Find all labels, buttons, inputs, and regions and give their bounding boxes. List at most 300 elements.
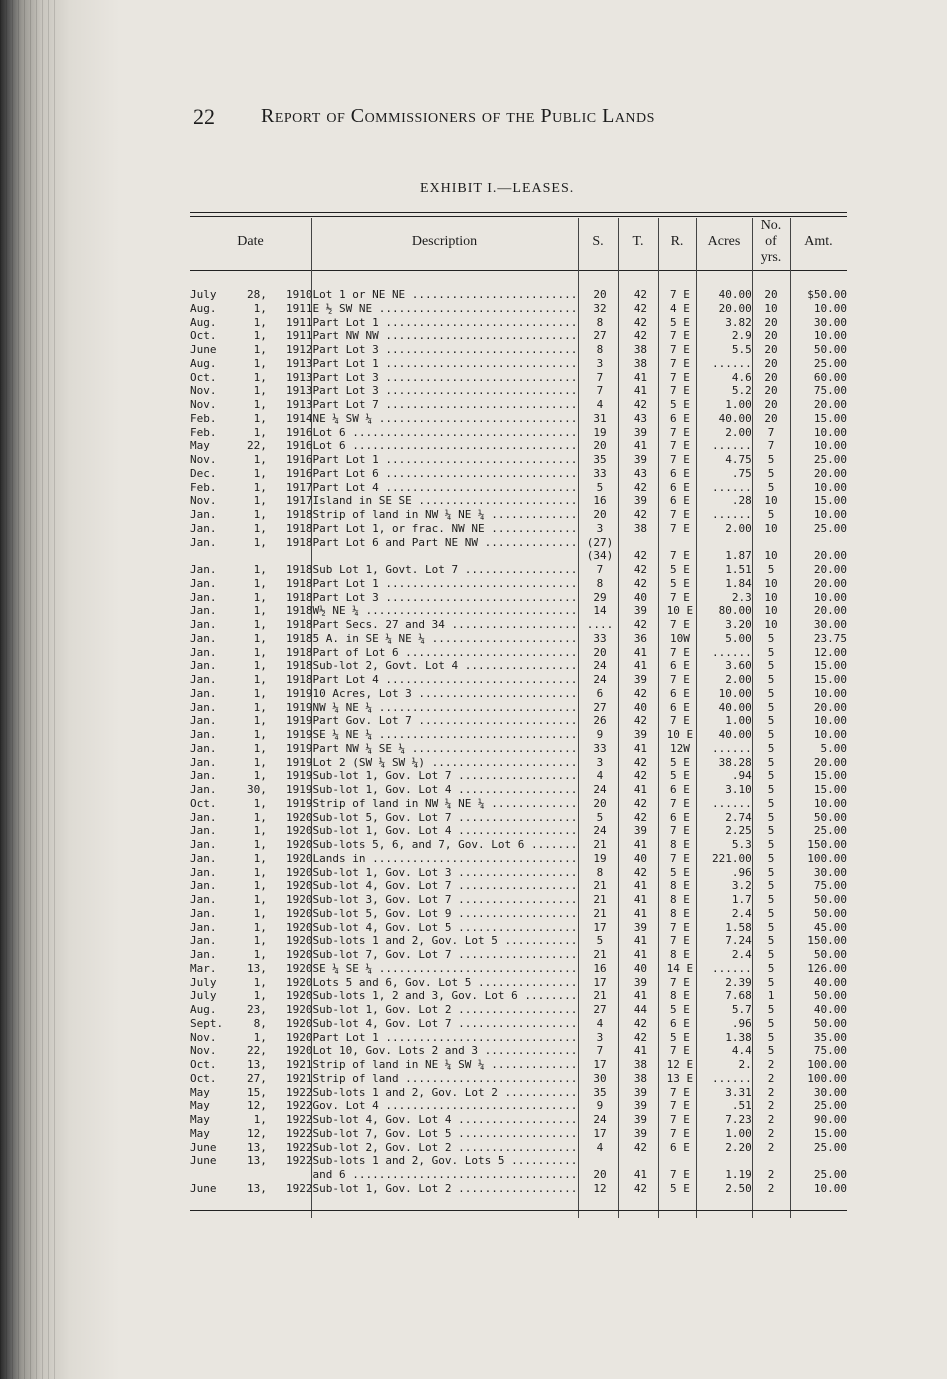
- cell-desc-text: Strip of land .....: [312, 1072, 579, 1086]
- cell-acres: 1.87: [725, 549, 752, 563]
- cell-t: 42: [633, 329, 648, 343]
- cell-amt: 10.00: [813, 686, 847, 700]
- cell-year: 1920: [285, 1030, 313, 1044]
- cell-year: 1920: [285, 838, 313, 851]
- cell-r: 7 E: [669, 508, 690, 521]
- cell-desc: [312, 962, 579, 976]
- cell-desc-text: Sub-lot 2, Govt. Lot 4 .....: [312, 659, 579, 673]
- cell-s: 4: [596, 1140, 604, 1154]
- cell-day: 1,: [253, 838, 267, 851]
- cell-t: 39: [633, 1085, 648, 1099]
- cell-day: 1,: [253, 494, 267, 508]
- table-row: [190, 1058, 847, 1072]
- cell-t: 40: [633, 961, 648, 975]
- table-row: [190, 398, 847, 412]
- cell-month: [190, 549, 230, 563]
- cell-year: 1913: [285, 370, 313, 384]
- cell-amt: 15.00: [813, 411, 847, 425]
- cell-yrs: 20: [764, 329, 778, 343]
- table-row: [190, 1072, 847, 1086]
- cell-amt: 75.00: [813, 384, 847, 398]
- cell-year: 1920: [285, 934, 313, 948]
- cell-yrs: 5: [767, 728, 775, 741]
- table-row: [190, 714, 847, 728]
- cell-year: 1918: [285, 618, 313, 631]
- cell-year: 1919: [285, 700, 313, 714]
- cell-amt: 20.00: [813, 549, 847, 563]
- cell-year: 1912: [285, 343, 313, 356]
- cell-yrs: 5: [767, 466, 775, 480]
- table-row: [190, 769, 847, 783]
- cell-amt: 10.00: [813, 329, 847, 343]
- cell-t: 42: [633, 563, 648, 576]
- cell-day: 1,: [253, 618, 267, 631]
- cell-month: Jan.: [190, 920, 217, 934]
- cell-desc: [312, 1127, 579, 1141]
- cell-amt: 126.00: [807, 961, 847, 975]
- cell-day: 1,: [253, 563, 267, 576]
- cell-yrs: 5: [767, 838, 775, 851]
- cell-yrs: 10: [764, 494, 778, 508]
- cell-s: 4: [596, 398, 604, 411]
- cell-r: 8 E: [669, 989, 690, 1003]
- cell-desc-text: Sub-lot 7, Gov. Lot 5 .....: [312, 1127, 579, 1141]
- cell-year: 1919: [285, 728, 313, 741]
- cell-acres: ......: [712, 439, 752, 453]
- table-row: [190, 1099, 847, 1113]
- cell-amt: 10.00: [813, 508, 847, 521]
- cell-desc: [312, 439, 579, 453]
- cell-amt: 20.00: [813, 563, 847, 576]
- cell-desc-text: Part Lot 4 .....: [312, 673, 579, 687]
- cell-year: 1919: [285, 783, 313, 796]
- cell-s: 20: [593, 796, 607, 810]
- cell-day: 13,: [247, 1058, 267, 1071]
- cell-s: 21: [593, 906, 607, 920]
- book-binding-texture: [0, 0, 60, 1379]
- cell-year: 1918: [285, 508, 313, 521]
- cell-yrs: 20: [764, 398, 778, 411]
- cell-desc: [312, 989, 579, 1003]
- cell-month: Feb.: [190, 425, 217, 439]
- cell-yrs: 5: [767, 783, 775, 796]
- cell-month: [190, 1168, 230, 1182]
- cell-s: 27: [593, 1003, 607, 1016]
- cell-amt: 25.00: [813, 1168, 847, 1181]
- cell-year: 1918: [285, 576, 313, 590]
- cell-amt: 20.00: [813, 755, 847, 769]
- cell-year: 1916: [285, 466, 313, 480]
- cell-t: 41: [633, 948, 648, 961]
- table-row: [190, 701, 847, 715]
- cell-month: Jan.: [190, 604, 217, 618]
- cell-month: Jan.: [190, 673, 217, 686]
- cell-s: 19: [593, 851, 607, 865]
- table-row: [190, 659, 847, 673]
- table-row: [190, 646, 847, 660]
- cell-yrs: 5: [767, 851, 775, 865]
- cell-desc-text: Sub-lot 1, Gov. Lot 4 .....: [312, 824, 579, 838]
- cell-day: 23,: [247, 1003, 267, 1016]
- cell-s: 17: [593, 1058, 607, 1071]
- cell-r: 7 E: [669, 1113, 690, 1126]
- cell-day: 1,: [253, 343, 267, 356]
- cell-month: Jan.: [190, 686, 217, 700]
- cell-yrs: 5: [767, 906, 775, 920]
- cell-r: 6 E: [669, 1016, 690, 1030]
- cell-year: 1920: [285, 920, 313, 934]
- cell-month: Aug.: [190, 1003, 217, 1016]
- cell-year: 1918: [285, 631, 313, 645]
- cell-r: 7 E: [669, 618, 690, 631]
- cell-day: 1,: [253, 700, 267, 714]
- cell-r: 7 E: [669, 934, 690, 948]
- cell-acres: 40.00: [718, 288, 752, 301]
- cell-year: 1913: [285, 398, 313, 411]
- header-description: Description: [411, 234, 478, 249]
- cell-acres: .96: [731, 1016, 752, 1030]
- cell-day: 1,: [253, 370, 267, 384]
- cell-day: 1,: [253, 769, 267, 783]
- table-row: [190, 728, 847, 742]
- cell-desc-text: Lot 1 or NE NE .....: [312, 288, 579, 302]
- cell-amt: 40.00: [813, 975, 847, 989]
- cell-r: 6 E: [669, 411, 690, 425]
- cell-day: 1,: [253, 604, 267, 618]
- header-date: Date: [237, 234, 264, 249]
- cell-r: 5 E: [669, 1003, 690, 1016]
- cell-acres: ......: [712, 796, 752, 810]
- cell-r: 5 E: [669, 315, 690, 329]
- table-row: [190, 343, 847, 357]
- cell-t: 42: [633, 480, 648, 494]
- cell-desc-text: NW ¼ NE ¼ .....: [312, 701, 579, 715]
- cell-desc-text: Part Lot 4 .....: [312, 481, 579, 495]
- cell-s: 20: [593, 645, 607, 659]
- cell-amt: 100.00: [807, 1058, 847, 1071]
- cell-desc: [312, 907, 579, 921]
- cell-year: 1913: [285, 384, 313, 398]
- cell-year: 1920: [285, 975, 313, 989]
- cell-acres: 1.38: [725, 1030, 752, 1044]
- cell-r: 7 E: [669, 851, 690, 865]
- cell-acres: [699, 1154, 752, 1168]
- cell-desc: [312, 1182, 579, 1196]
- cell-desc-text: 10 Acres, Lot 3 .....: [312, 687, 579, 701]
- cell-acres: 7.24: [725, 934, 752, 948]
- cell-s: 24: [593, 783, 607, 796]
- table-row: [190, 1168, 847, 1182]
- cell-acres: .75: [731, 466, 752, 480]
- cell-amt: 50.00: [813, 989, 847, 1003]
- cell-year: 1919: [285, 714, 313, 728]
- cell-r: 7 E: [669, 714, 690, 728]
- cell-desc-text: Lots 5 and 6, Gov. Lot 5 .....: [312, 976, 579, 990]
- cell-s: 21: [593, 948, 607, 961]
- cell-t: 41: [633, 989, 648, 1003]
- table-row: [190, 1113, 847, 1127]
- table-header: [190, 218, 847, 268]
- cell-desc: [312, 481, 579, 495]
- cell-t: 41: [633, 1168, 648, 1181]
- cell-yrs: 5: [767, 741, 775, 755]
- cell-month: Jan.: [190, 810, 217, 824]
- cell-desc: [312, 1044, 579, 1058]
- cell-month: Jan.: [190, 838, 217, 851]
- cell-r: 7 E: [669, 356, 690, 370]
- cell-desc-text: Part Lot 3 .....: [312, 343, 579, 357]
- cell-year: 1916: [285, 425, 313, 439]
- cell-acres: 3.2: [731, 879, 752, 893]
- cell-month: June: [190, 1154, 217, 1168]
- cell-r: 5 E: [669, 563, 690, 576]
- cell-t: 42: [633, 288, 648, 301]
- cell-desc-text: Sub-lot 1, Gov. Lot 4 .....: [312, 783, 579, 797]
- cell-desc: [312, 1072, 579, 1086]
- cell-r: 5 E: [669, 755, 690, 769]
- cell-yrs: 20: [764, 356, 778, 370]
- cell-acres: 2.00: [725, 673, 752, 686]
- cell-amt: 60.00: [813, 370, 847, 384]
- cell-yrs: 5: [767, 755, 775, 769]
- cell-desc: [312, 329, 579, 343]
- cell-r: 7 E: [669, 288, 690, 301]
- table-row: [190, 453, 847, 467]
- cell-yrs: 5: [767, 1030, 775, 1044]
- cell-acres: 2.4: [731, 906, 752, 920]
- cell-s: 3: [596, 1030, 604, 1044]
- cell-year: 1914: [285, 411, 313, 425]
- cell-amt: 50.00: [813, 810, 847, 824]
- cell-amt: 10.00: [813, 590, 847, 604]
- cell-amt: $50.00: [807, 288, 847, 301]
- cell-desc-text: Strip of land in NW ¼ NE ¼ .....: [312, 797, 579, 811]
- cell-amt: 30.00: [813, 618, 847, 631]
- cell-amt: 15.00: [813, 673, 847, 686]
- cell-amt: 15.00: [813, 1126, 847, 1140]
- cell-desc-text: Part NW NW .....: [312, 329, 579, 343]
- cell-s: 33: [593, 741, 607, 755]
- cell-yrs: 10: [764, 549, 778, 563]
- cell-r: 8 E: [669, 879, 690, 893]
- cell-day: 1,: [253, 824, 267, 838]
- cell-desc: [312, 1031, 579, 1045]
- cell-yrs: 5: [767, 453, 775, 466]
- cell-desc: [312, 879, 579, 893]
- cell-t: 38: [633, 356, 648, 370]
- cell-amt: 15.00: [813, 769, 847, 783]
- cell-t: 38: [633, 1071, 648, 1085]
- cell-s: 8: [596, 343, 604, 356]
- cell-amt: 25.00: [813, 1140, 847, 1154]
- cell-desc-text: Sub-lot 4, Gov. Lot 7 .....: [312, 879, 579, 893]
- cell-yrs: 10: [764, 576, 778, 590]
- cell-day: 1,: [253, 521, 267, 535]
- cell-year: 1920: [285, 1016, 313, 1030]
- cell-amt: 50.00: [813, 893, 847, 906]
- cell-year: [267, 549, 313, 563]
- cell-acres: 3.20: [725, 618, 752, 631]
- cell-t: 38: [633, 343, 648, 356]
- cell-day: 1,: [253, 741, 267, 755]
- cell-r: 7 E: [669, 920, 690, 934]
- cell-s: 20: [593, 1168, 607, 1181]
- table-row: [190, 989, 847, 1003]
- cell-desc: [312, 687, 579, 701]
- cell-acres: 5.2: [731, 384, 752, 398]
- cell-yrs: 10: [764, 590, 778, 604]
- cell-year: 1921: [285, 1058, 313, 1071]
- cell-s: 21: [593, 989, 607, 1003]
- cell-r: 7 E: [669, 370, 690, 384]
- cell-month: Jan.: [190, 879, 217, 893]
- cell-month: Oct.: [190, 370, 217, 384]
- cell-t: 41: [633, 645, 648, 659]
- cell-t: 42: [633, 1030, 648, 1044]
- cell-r: 7 E: [669, 673, 690, 686]
- cell-desc-text: Sub-lot 1, Gov. Lot 2 .....: [312, 1182, 579, 1196]
- table-row: [190, 1003, 847, 1017]
- cell-r: 4 E: [669, 301, 690, 315]
- cell-yrs: [752, 536, 790, 550]
- cell-yrs: 5: [767, 920, 775, 934]
- cell-acres: 1.19: [725, 1168, 752, 1181]
- cell-acres: 2.74: [725, 810, 752, 824]
- cell-desc-text: Island in SE SE .....: [312, 494, 579, 508]
- cell-month: Dec.: [190, 466, 217, 480]
- cell-r: 5 E: [669, 576, 690, 590]
- table-row: [190, 618, 847, 632]
- table-row: [190, 549, 847, 563]
- cell-day: 8,: [253, 1016, 267, 1030]
- table-row: [190, 577, 847, 591]
- cell-t: 41: [633, 783, 648, 796]
- cell-year: 1922: [285, 1099, 313, 1113]
- table-row: [190, 976, 847, 990]
- cell-month: Feb.: [190, 480, 217, 494]
- cell-t: 41: [633, 439, 648, 453]
- cell-yrs: 2: [767, 1099, 775, 1113]
- cell-amt: 15.00: [813, 659, 847, 673]
- cell-t: 42: [633, 865, 648, 879]
- cell-desc: [312, 563, 579, 577]
- cell-desc: [312, 316, 579, 330]
- cell-year: 1918: [285, 604, 313, 618]
- cell-desc: [312, 824, 579, 838]
- cell-desc: [312, 467, 579, 481]
- cell-amt: 10.00: [813, 480, 847, 494]
- cell-day: 1,: [253, 315, 267, 329]
- table-row: [190, 384, 847, 398]
- cell-desc: [312, 384, 579, 398]
- cell-r: 6 E: [669, 480, 690, 494]
- cell-s: [580, 1154, 620, 1168]
- cell-r: 6 E: [669, 783, 690, 796]
- cell-desc-text: Sub-lots 1 and 2, Gov. Lot 5 .....: [312, 934, 579, 948]
- cell-month: Jan.: [190, 948, 217, 961]
- cell-t: [620, 1154, 660, 1168]
- table-row: [190, 494, 847, 508]
- cell-amt: 100.00: [807, 851, 847, 865]
- cell-year: 1920: [285, 1003, 313, 1016]
- cell-desc-text: 5 A. in SE ¼ NE ¼ .....: [312, 632, 579, 646]
- table-row: [190, 536, 847, 550]
- cell-yrs: [752, 1154, 790, 1168]
- cell-month: Jan.: [190, 783, 217, 796]
- header-amt: Amt.: [804, 234, 833, 249]
- cell-t: 42: [633, 301, 648, 315]
- cell-year: 1922: [285, 1154, 313, 1168]
- cell-amt: 23.75: [813, 631, 847, 645]
- cell-r: 7 E: [669, 439, 690, 453]
- cell-t: 43: [633, 411, 648, 425]
- table-row: [190, 508, 847, 522]
- cell-yrs: 5: [767, 508, 775, 521]
- cell-r: 5 E: [669, 1030, 690, 1044]
- cell-desc: [312, 866, 579, 880]
- cell-acres: 1.51: [725, 563, 752, 576]
- cell-acres: 40.00: [718, 728, 752, 741]
- cell-acres: 2.4: [731, 948, 752, 961]
- cell-day: 1,: [253, 948, 267, 961]
- cell-yrs: 5: [767, 480, 775, 494]
- cell-s: 5: [596, 934, 604, 948]
- cell-yrs: 20: [764, 343, 778, 356]
- cell-desc: [312, 893, 579, 907]
- cell-month: Jan.: [190, 755, 217, 769]
- cell-day: 13,: [247, 1140, 267, 1154]
- cell-desc-text: Part Lot 1 .....: [312, 357, 579, 371]
- table-row: [190, 357, 847, 371]
- cell-acres: 2.: [738, 1058, 752, 1071]
- cell-amt: [790, 536, 847, 550]
- cell-amt: 10.00: [813, 301, 847, 315]
- table-row: [190, 742, 847, 756]
- cell-year: 1922: [285, 1126, 313, 1140]
- cell-day: 1,: [253, 453, 267, 466]
- table-row: [190, 1031, 847, 1045]
- table-row: [190, 467, 847, 481]
- cell-year: 1918: [285, 590, 313, 604]
- table-row: [190, 1086, 847, 1100]
- cell-desc-text: Sub-lot 4, Gov. Lot 7 .....: [312, 1017, 579, 1031]
- cell-yrs: 10: [764, 604, 778, 618]
- cell-r: 7 E: [669, 343, 690, 356]
- cell-t: 38: [633, 1058, 648, 1071]
- cell-acres: 20.00: [718, 301, 752, 315]
- cell-month: July: [190, 989, 217, 1003]
- cell-day: 1,: [253, 384, 267, 398]
- cell-month: Mar.: [190, 961, 217, 975]
- cell-t: 41: [633, 370, 648, 384]
- cell-t: 42: [633, 618, 648, 631]
- cell-t: 39: [633, 425, 648, 439]
- cell-desc: [312, 1099, 579, 1113]
- cell-s: 9: [596, 728, 604, 741]
- cell-desc: [312, 714, 579, 728]
- cell-day: [230, 1168, 266, 1182]
- cell-yrs: 7: [767, 425, 775, 439]
- cell-yrs: 2: [767, 1113, 775, 1126]
- table-row: [190, 1182, 847, 1196]
- cell-year: 1918: [285, 535, 313, 549]
- cell-yrs: 5: [767, 1003, 775, 1016]
- cell-day: 1,: [253, 714, 267, 728]
- cell-desc-text: Lot 6 .....: [312, 426, 579, 440]
- cell-yrs: 20: [764, 411, 778, 425]
- table-row: [190, 329, 847, 343]
- table-row: [190, 591, 847, 605]
